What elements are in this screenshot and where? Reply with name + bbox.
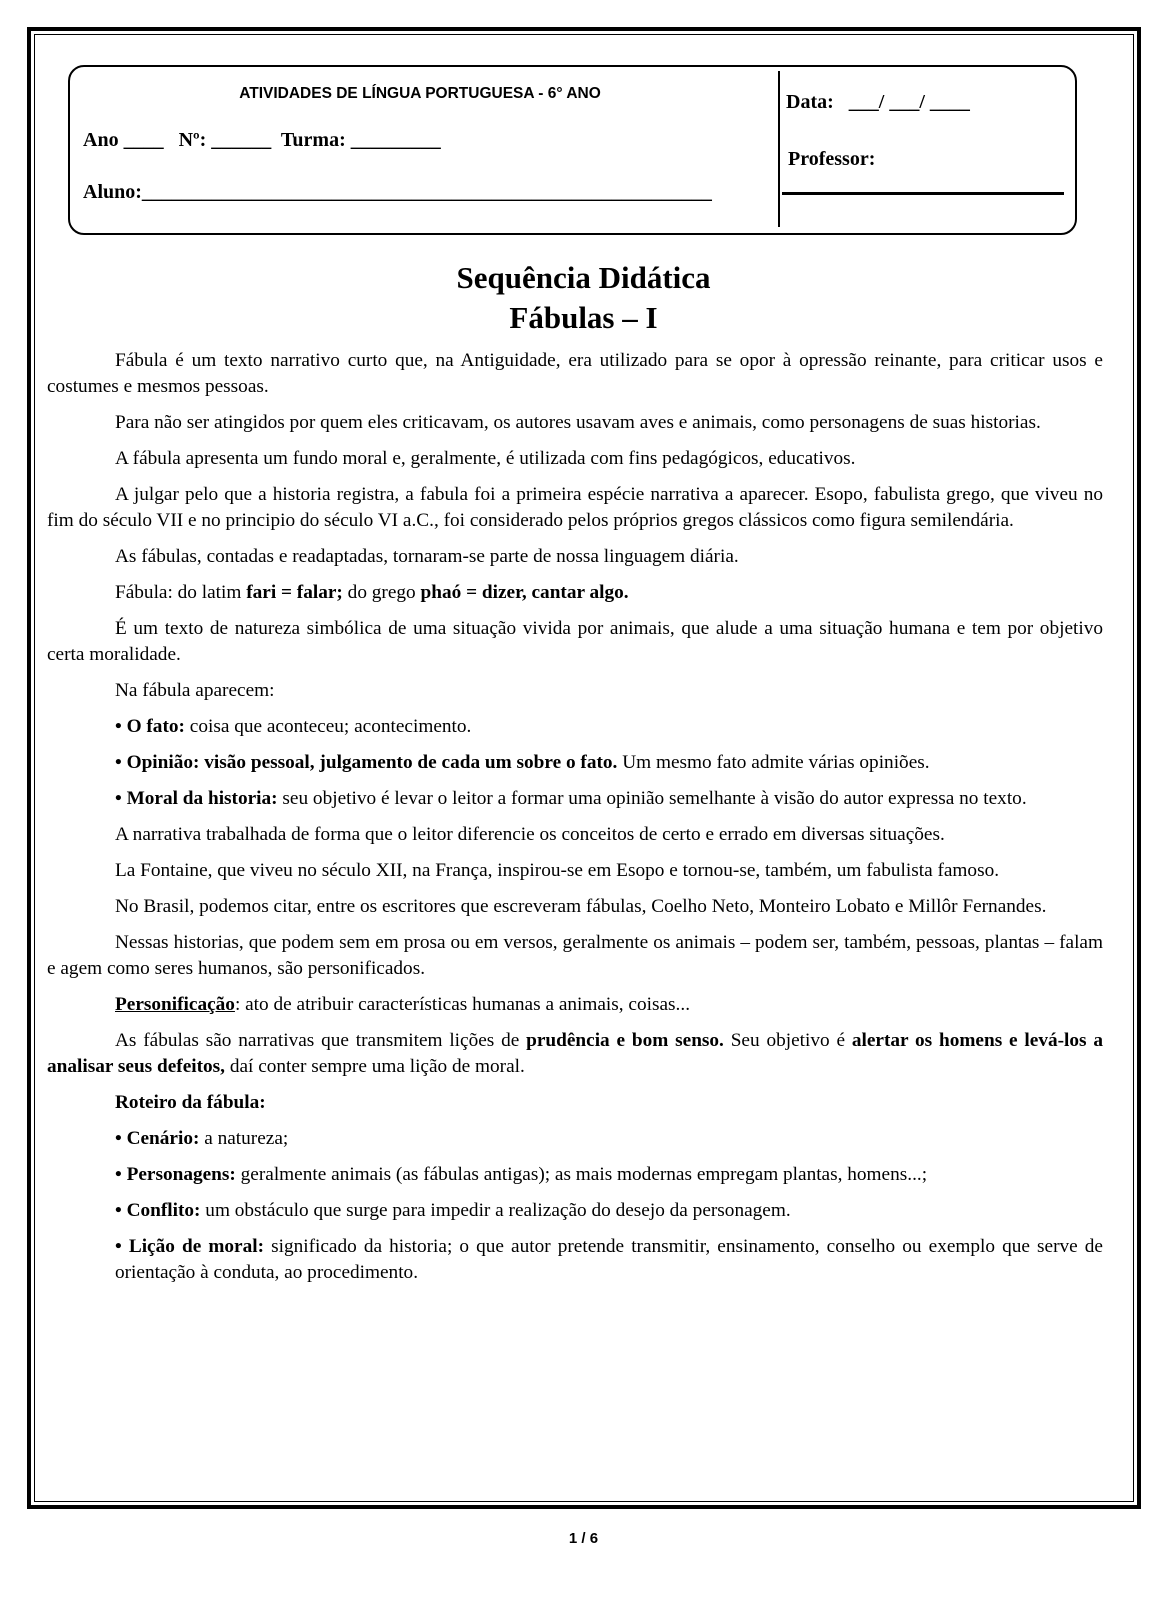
paragraph <box>47 616 1103 668</box>
bold-text: phaó = dizer, cantar algo. <box>420 582 629 603</box>
text-segment: É um texto de natureza simbólica de uma situação vivida por animais, que alude a uma situação humana e tem por objetivo certa moralidade. <box>47 618 1103 665</box>
paragraph <box>47 410 1103 436</box>
bold-text: fari = falar; <box>246 582 343 603</box>
bullet-item <box>47 1234 1103 1286</box>
ano-numero-turma-field: Ano ____ Nº: ______ Turma: _________ <box>83 129 441 151</box>
bullet-item <box>47 1162 1103 1188</box>
text-segment: um obstáculo que surge para impedir a realização do desejo da personagem. <box>200 1200 791 1221</box>
document-subtitle: Fábulas – I <box>509 300 658 335</box>
paragraph <box>47 1028 1103 1080</box>
student-info-header <box>68 65 1077 235</box>
bold-text: • Cenário: <box>115 1128 200 1149</box>
text-segment: As fábulas, contadas e readaptadas, tornaram-se parte de nossa linguagem diária. <box>115 546 739 567</box>
document-body <box>47 348 1103 1296</box>
text-segment: Na fábula aparecem: <box>115 680 275 701</box>
paragraph <box>47 580 1103 606</box>
text-segment: As fábulas são narrativas que transmitem lições de <box>115 1030 527 1051</box>
paragraph <box>47 930 1103 982</box>
bold-text: • Opinião: visão pessoal, julgamento de cada um sobre o fato. <box>115 752 618 773</box>
text-segment: : ato de atribuir características humanas a animais, coisas... <box>234 994 691 1015</box>
text-segment: Fábula: do latim <box>115 582 247 603</box>
page-number: 1 / 6 <box>568 1530 599 1547</box>
text-segment: a natureza; <box>199 1128 289 1149</box>
paragraph <box>47 678 1103 704</box>
bold-text: alertar os homens e levá-los a analisar seus defeitos, <box>47 1030 1103 1077</box>
text-segment: A julgar pelo que a historia registra, a fabula foi a primeira espécie narrativa a aparecer. Esopo, fabulista grego, que viveu no fim do século VII e no principio do século VI a.C., foi considerado pelos próprios gregos clássicos como figura semilendária. <box>47 484 1103 531</box>
bullet-item <box>47 786 1103 812</box>
bold-text: • Personagens: <box>115 1164 236 1185</box>
bold-text: • Conflito: <box>115 1200 201 1221</box>
text-segment: do grego <box>342 582 421 603</box>
bold-text: • Lição de moral: <box>115 1236 265 1257</box>
bullet-item <box>47 714 1103 740</box>
paragraph <box>47 482 1103 534</box>
document-title: Sequência Didática <box>456 260 711 295</box>
header-divider <box>778 71 780 227</box>
paragraph <box>47 446 1103 472</box>
aluno-field: Aluno:_________________________________________________________ <box>83 181 712 203</box>
text-segment: seu objetivo é levar o leitor a formar uma opinião semelhante à visão do autor expressa no texto. <box>277 788 1027 809</box>
professor-line <box>782 192 1064 195</box>
paragraph <box>47 348 1103 400</box>
bullet-item <box>47 750 1103 776</box>
bullet-item <box>47 1198 1103 1224</box>
bold-text: Roteiro da fábula: <box>115 1092 266 1113</box>
paragraph <box>47 894 1103 920</box>
text-segment: daí conter sempre uma lição de moral. <box>225 1056 525 1077</box>
text-segment: La Fontaine, que viveu no século XII, na França, inspirou-se em Esopo e tornou-se, também, um fabulista famoso. <box>115 860 1000 881</box>
bold-text: prudência e bom senso. <box>526 1030 724 1051</box>
paragraph <box>47 1090 1103 1116</box>
bold-text: Personificação <box>115 994 235 1015</box>
activity-title: ATIVIDADES DE LÍNGUA PORTUGUESA - 6° ANO <box>239 85 601 102</box>
professor-label: Professor: <box>788 148 876 170</box>
paragraph <box>47 858 1103 884</box>
bold-text: • O fato: <box>115 716 185 737</box>
text-segment: significado da historia; o que autor pretende transmitir, ensinamento, conselho ou exemplo que serve de orientação à conduta, ao procedimento. <box>115 1236 1103 1283</box>
paragraph <box>47 992 1103 1018</box>
text-segment: Nessas historias, que podem sem em prosa ou em versos, geralmente os animais – podem ser, também, pessoas, plantas – falam e agem como seres humanos, são personificados. <box>47 932 1103 979</box>
text-segment: A narrativa trabalhada de forma que o leitor diferencie os conceitos de certo e errado em diversas situações. <box>115 824 945 845</box>
data-field: Data: ___/ ___/ ____ <box>786 91 970 113</box>
text-segment: A fábula apresenta um fundo moral e, geralmente, é utilizada com fins pedagógicos, educativos. <box>115 448 856 469</box>
text-segment: Para não ser atingidos por quem eles criticavam, os autores usavam aves e animais, como personagens de suas historias. <box>115 412 1041 433</box>
text-segment: Seu objetivo é <box>723 1030 852 1051</box>
paragraph <box>47 544 1103 570</box>
bold-text: • Moral da historia: <box>115 788 278 809</box>
bullet-item <box>47 1126 1103 1152</box>
text-segment: geralmente animais (as fábulas antigas); as mais modernas empregam plantas, homens...; <box>235 1164 928 1185</box>
paragraph <box>47 822 1103 848</box>
text-segment: No Brasil, podemos citar, entre os escritores que escreveram fábulas, Coelho Neto, Monteiro Lobato e Millôr Fernandes. <box>115 896 1047 917</box>
text-segment: Fábula é um texto narrativo curto que, na Antiguidade, era utilizado para se opor à opressão reinante, para criticar usos e costumes e mesmos pessoas. <box>47 350 1103 397</box>
text-segment: Um mesmo fato admite várias opiniões. <box>617 752 930 773</box>
text-segment: coisa que aconteceu; acontecimento. <box>184 716 472 737</box>
